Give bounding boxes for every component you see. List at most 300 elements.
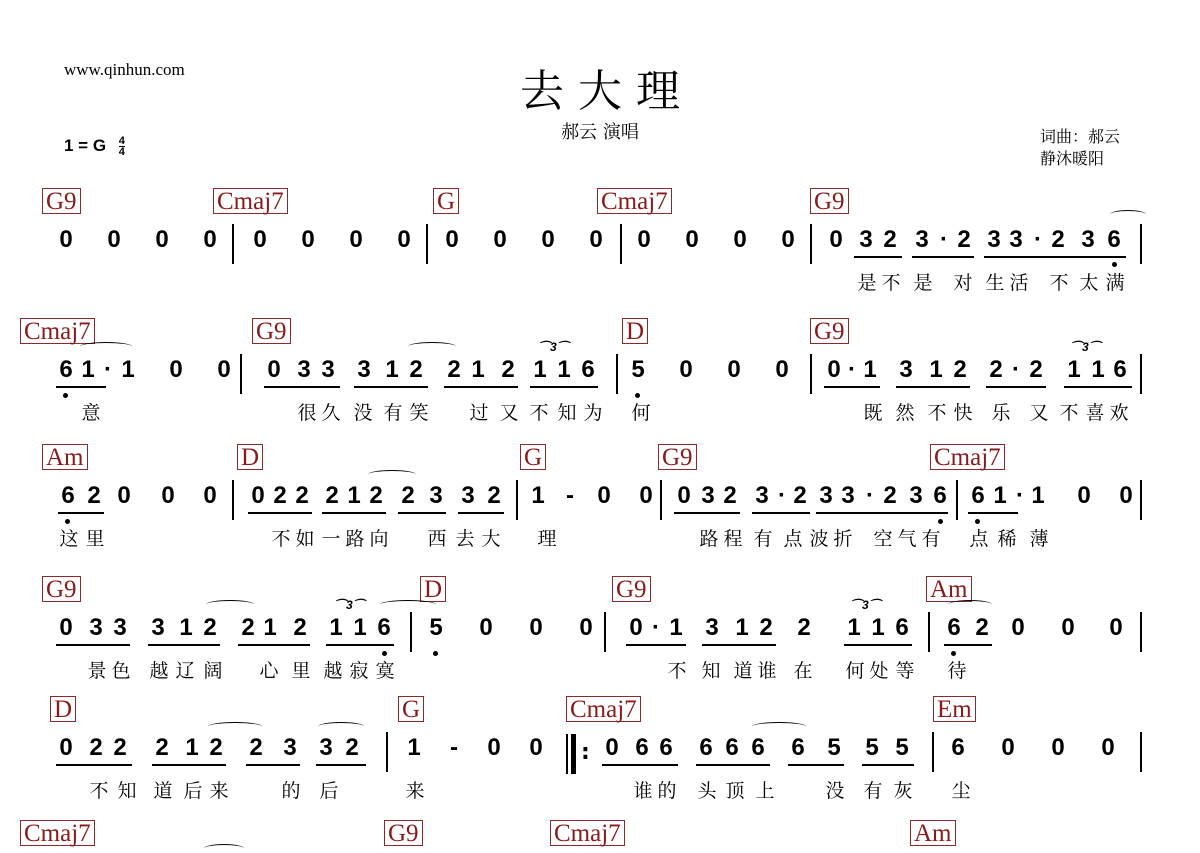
beat-underline bbox=[696, 764, 770, 766]
tie-arc bbox=[368, 470, 416, 479]
note-numeral: · bbox=[848, 356, 856, 383]
bar-line bbox=[616, 354, 618, 394]
tie-arc bbox=[408, 342, 456, 351]
beat-underline bbox=[152, 764, 226, 766]
beat-underline bbox=[238, 644, 310, 646]
lyric-char: 不 bbox=[271, 528, 291, 550]
note-numeral: 6 bbox=[581, 356, 595, 383]
bar-line bbox=[426, 224, 428, 264]
lyric-char: 满 bbox=[1105, 272, 1125, 294]
note-numeral: 2 bbox=[345, 734, 359, 761]
note-numeral: 2 bbox=[369, 482, 383, 509]
low-octave-dot bbox=[975, 519, 980, 524]
low-octave-dot bbox=[938, 519, 943, 524]
lyric-char: 空 bbox=[873, 528, 893, 550]
lyric-char: 一 bbox=[321, 528, 341, 550]
lyric-char: 既 bbox=[863, 402, 883, 424]
beat-underline bbox=[322, 512, 386, 514]
note-numeral: 0 bbox=[251, 482, 265, 509]
beat-underline bbox=[398, 512, 446, 514]
note-numeral: 0 bbox=[605, 734, 619, 761]
note-numeral: 0 bbox=[541, 226, 555, 253]
note-numeral: 6 bbox=[933, 482, 947, 509]
note-numeral: 1 bbox=[81, 356, 95, 383]
note-numeral: 3 bbox=[283, 734, 297, 761]
note-numeral: 0 bbox=[1001, 734, 1015, 761]
lyric-char: 知 bbox=[701, 660, 721, 682]
note-numeral: 3 bbox=[113, 614, 127, 641]
chord-symbol: G bbox=[398, 696, 424, 722]
tie-arc bbox=[948, 600, 992, 609]
bar-line bbox=[660, 480, 662, 520]
lyric-char: 过 bbox=[469, 402, 489, 424]
note-numeral: 0 bbox=[579, 614, 593, 641]
lyric-char: 阔 bbox=[203, 660, 223, 682]
note-numeral: 6 bbox=[947, 614, 961, 641]
beat-underline bbox=[530, 386, 598, 388]
chord-symbol: G9 bbox=[810, 188, 849, 214]
note-numeral: 6 bbox=[59, 356, 73, 383]
note-numeral: 1 bbox=[353, 614, 367, 641]
note-numeral: 6 bbox=[377, 614, 391, 641]
note-numeral: 0 bbox=[775, 356, 789, 383]
note-numeral: 0 bbox=[685, 226, 699, 253]
note-numeral: 0 bbox=[59, 226, 73, 253]
note-numeral: 6 bbox=[751, 734, 765, 761]
lyric-char: 稀 bbox=[997, 528, 1017, 550]
lyric-char: 是 bbox=[857, 272, 877, 294]
bar-line bbox=[386, 732, 388, 772]
bar-line bbox=[604, 612, 606, 652]
chord-symbol: D bbox=[420, 576, 446, 602]
key-label: 1 = G bbox=[64, 136, 107, 155]
chord-symbol: Em bbox=[933, 696, 976, 722]
note-numeral: 1 bbox=[735, 614, 749, 641]
chord-symbol: G9 bbox=[42, 576, 81, 602]
chord-symbol: G9 bbox=[384, 820, 423, 846]
note-numeral: 3 bbox=[705, 614, 719, 641]
tie-arc bbox=[208, 722, 262, 731]
note-numeral: 0 bbox=[1119, 482, 1133, 509]
tie-arc bbox=[318, 722, 364, 731]
beat-underline bbox=[248, 512, 312, 514]
beat-underline bbox=[1064, 386, 1132, 388]
lyric-char: 不 bbox=[1059, 402, 1079, 424]
note-numeral: 0 bbox=[629, 614, 643, 641]
note-numeral: 1 bbox=[185, 734, 199, 761]
note-numeral: 6 bbox=[635, 734, 649, 761]
note-numeral: 2 bbox=[989, 356, 1003, 383]
note-numeral: 2 bbox=[89, 734, 103, 761]
chord-symbol: Cmaj7 bbox=[930, 444, 1005, 470]
lyric-char: 里 bbox=[85, 528, 105, 550]
note-numeral: 2 bbox=[957, 226, 971, 253]
note-numeral: 0 bbox=[1077, 482, 1091, 509]
lyric-char: 是 bbox=[913, 272, 933, 294]
lyric-char: 然 bbox=[895, 402, 915, 424]
note-numeral: 2 bbox=[759, 614, 773, 641]
note-numeral: 2 bbox=[975, 614, 989, 641]
low-octave-dot bbox=[63, 393, 68, 398]
note-numeral: 2 bbox=[295, 482, 309, 509]
note-numeral: 0 bbox=[301, 226, 315, 253]
note-numeral: 3 bbox=[1081, 226, 1095, 253]
low-octave-dot bbox=[382, 651, 387, 656]
note-numeral: · bbox=[778, 482, 786, 509]
credit-arranger: 静沐暖阳 bbox=[1040, 149, 1105, 168]
lyric-char: 不 bbox=[881, 272, 901, 294]
note-numeral: 1 bbox=[347, 482, 361, 509]
lyric-char: 道 bbox=[153, 780, 173, 802]
note-numeral: 1 bbox=[847, 614, 861, 641]
note-numeral: 1 bbox=[385, 356, 399, 383]
lyric-char: 没 bbox=[825, 780, 845, 802]
lyric-char: 寞 bbox=[375, 660, 395, 682]
beat-underline bbox=[986, 386, 1046, 388]
note-numeral: 2 bbox=[1051, 226, 1065, 253]
note-numeral: · bbox=[940, 226, 948, 253]
note-numeral: 3 bbox=[819, 482, 833, 509]
chord-symbol: Cmaj7 bbox=[550, 820, 625, 846]
lyric-char: 不 bbox=[667, 660, 687, 682]
bar-line bbox=[620, 224, 622, 264]
repeat-sign-thick bbox=[571, 734, 576, 774]
lyric-char: 景 bbox=[87, 660, 107, 682]
note-numeral: 1 bbox=[263, 614, 277, 641]
note-numeral: 0 bbox=[203, 226, 217, 253]
note-numeral: 0 bbox=[827, 356, 841, 383]
beat-underline bbox=[56, 764, 132, 766]
time-signature bbox=[119, 136, 125, 157]
lyric-char: 波 bbox=[809, 528, 829, 550]
lyric-char: 何 bbox=[631, 402, 651, 424]
lyric-char: 路 bbox=[699, 528, 719, 550]
note-numeral: 2 bbox=[87, 482, 101, 509]
triplet-mark: ⌒3⌒ bbox=[850, 598, 881, 612]
tie-arc bbox=[380, 600, 436, 609]
lyric-char: 等 bbox=[895, 660, 915, 682]
chord-symbol: G bbox=[433, 188, 459, 214]
bar-line bbox=[1140, 612, 1142, 652]
beat-underline bbox=[854, 256, 902, 258]
lyric-char: 尘 bbox=[951, 780, 971, 802]
repeat-sign bbox=[566, 734, 568, 774]
note-numeral: 0 bbox=[397, 226, 411, 253]
lyric-char: 活 bbox=[1009, 272, 1029, 294]
lyric-char: 不 bbox=[927, 402, 947, 424]
note-numeral: · bbox=[1016, 482, 1024, 509]
lyric-char: 点 bbox=[969, 528, 989, 550]
note-numeral: 6 bbox=[1113, 356, 1127, 383]
chord-symbol: Cmaj7 bbox=[20, 820, 95, 846]
lyric-char: 道 bbox=[733, 660, 753, 682]
note-numeral: 6 bbox=[725, 734, 739, 761]
lyric-char: 又 bbox=[1029, 402, 1049, 424]
bar-line bbox=[1140, 480, 1142, 520]
chord-symbol: G9 bbox=[42, 188, 81, 214]
note-numeral: 0 bbox=[59, 734, 73, 761]
key-signature bbox=[64, 136, 125, 157]
note-numeral: 0 bbox=[155, 226, 169, 253]
repeat-dots: : bbox=[581, 740, 590, 765]
note-numeral: 5 bbox=[865, 734, 879, 761]
note-numeral: 2 bbox=[155, 734, 169, 761]
note-numeral: 2 bbox=[1029, 356, 1043, 383]
note-numeral: 2 bbox=[409, 356, 423, 383]
note-numeral: 5 bbox=[895, 734, 909, 761]
beat-underline bbox=[148, 644, 220, 646]
lyric-char: 来 bbox=[209, 780, 229, 802]
note-numeral: 3 bbox=[319, 734, 333, 761]
note-numeral: 2 bbox=[487, 482, 501, 509]
low-octave-dot bbox=[1112, 262, 1117, 267]
lyric-char: 欢 bbox=[1109, 402, 1129, 424]
credit-lyricist-composer: 词曲：郝云 bbox=[1040, 127, 1121, 146]
beat-underline bbox=[824, 386, 880, 388]
lyric-char: 不 bbox=[529, 402, 549, 424]
chord-symbol: D bbox=[622, 318, 648, 344]
bar-line bbox=[928, 612, 930, 652]
low-octave-dot bbox=[65, 519, 70, 524]
note-numeral: 2 bbox=[953, 356, 967, 383]
chord-symbol: D bbox=[237, 444, 263, 470]
beat-underline bbox=[1046, 256, 1126, 258]
beat-underline bbox=[354, 386, 428, 388]
beat-underline bbox=[458, 512, 504, 514]
triplet-mark: ⌒3⌒ bbox=[538, 340, 569, 354]
note-numeral: 1 bbox=[329, 614, 343, 641]
note-numeral: 3 bbox=[297, 356, 311, 383]
beat-underline bbox=[602, 764, 678, 766]
lyric-char: 越 bbox=[323, 660, 343, 682]
singer-line: 郝云 演唱 bbox=[561, 122, 639, 143]
note-numeral: 3 bbox=[909, 482, 923, 509]
lyric-char: 很 bbox=[297, 402, 317, 424]
note-numeral: 2 bbox=[273, 482, 287, 509]
lyric-char: 程 bbox=[723, 528, 743, 550]
note-numeral: · bbox=[104, 356, 112, 383]
note-numeral: 2 bbox=[241, 614, 255, 641]
chord-symbol: Cmaj7 bbox=[20, 318, 95, 344]
bar-line bbox=[810, 224, 812, 264]
note-numeral: 3 bbox=[755, 482, 769, 509]
note-numeral: 0 bbox=[1101, 734, 1115, 761]
lyric-char: 喜 bbox=[1085, 402, 1105, 424]
beat-underline bbox=[316, 764, 366, 766]
note-numeral: 5 bbox=[827, 734, 841, 761]
note-numeral: 0 bbox=[733, 226, 747, 253]
lyric-char: 头 bbox=[697, 780, 717, 802]
lyric-char: 西 bbox=[427, 528, 447, 550]
lyric-char: 的 bbox=[657, 780, 677, 802]
note-numeral: 0 bbox=[479, 614, 493, 641]
lyric-char: 何 bbox=[845, 660, 865, 682]
beat-underline bbox=[896, 386, 970, 388]
chord-symbol: Am bbox=[926, 576, 972, 602]
note-numeral: 2 bbox=[883, 482, 897, 509]
song-title: 去大理 bbox=[520, 66, 694, 117]
note-numeral: 0 bbox=[117, 482, 131, 509]
note-numeral: - bbox=[450, 734, 458, 761]
note-numeral: 1 bbox=[179, 614, 193, 641]
triplet-mark: ⌒3⌒ bbox=[1070, 340, 1101, 354]
chord-symbol: Cmaj7 bbox=[597, 188, 672, 214]
note-numeral: 0 bbox=[781, 226, 795, 253]
beat-underline bbox=[674, 512, 740, 514]
note-numeral: 1 bbox=[1031, 482, 1045, 509]
note-numeral: 0 bbox=[107, 226, 121, 253]
note-numeral: 3 bbox=[987, 226, 1001, 253]
note-numeral: 0 bbox=[493, 226, 507, 253]
lyric-char: 意 bbox=[81, 402, 101, 424]
bar-line bbox=[240, 354, 242, 394]
note-numeral: 0 bbox=[639, 482, 653, 509]
note-numeral: 3 bbox=[841, 482, 855, 509]
note-numeral: 0 bbox=[677, 482, 691, 509]
bar-line bbox=[410, 612, 412, 652]
note-numeral: 5 bbox=[631, 356, 645, 383]
tie-arc bbox=[204, 844, 244, 853]
lyric-char: 谁 bbox=[757, 660, 777, 682]
note-numeral: 3 bbox=[899, 356, 913, 383]
lyric-char: 点 bbox=[783, 528, 803, 550]
lyric-char: 顶 bbox=[725, 780, 745, 802]
note-numeral: 6 bbox=[951, 734, 965, 761]
note-numeral: 0 bbox=[529, 734, 543, 761]
note-numeral: 2 bbox=[501, 356, 515, 383]
lyric-char: 去 bbox=[455, 528, 475, 550]
note-numeral: 1 bbox=[871, 614, 885, 641]
lyric-char: 知 bbox=[557, 402, 577, 424]
note-numeral: 6 bbox=[971, 482, 985, 509]
bar-line bbox=[1140, 732, 1142, 772]
beat-underline bbox=[264, 386, 340, 388]
lyric-char: 路 bbox=[345, 528, 365, 550]
lyric-char: 没 bbox=[353, 402, 373, 424]
note-numeral: 3 bbox=[701, 482, 715, 509]
lyric-char: 来 bbox=[405, 780, 425, 802]
note-numeral: 0 bbox=[161, 482, 175, 509]
lyric-char: 气 bbox=[897, 528, 917, 550]
tie-arc bbox=[206, 600, 254, 609]
bar-line bbox=[1140, 224, 1142, 264]
tie-arc bbox=[1110, 210, 1146, 219]
note-numeral: 1 bbox=[121, 356, 135, 383]
note-numeral: 6 bbox=[61, 482, 75, 509]
note-numeral: 6 bbox=[791, 734, 805, 761]
beat-underline bbox=[58, 512, 104, 514]
lyric-char: 后 bbox=[183, 780, 203, 802]
chord-symbol: G bbox=[520, 444, 546, 470]
beat-underline bbox=[862, 764, 914, 766]
lyric-char: 向 bbox=[369, 528, 389, 550]
note-numeral: 1 bbox=[993, 482, 1007, 509]
lyric-char: 待 bbox=[947, 660, 967, 682]
lyric-char: 久 bbox=[321, 402, 341, 424]
note-numeral: 2 bbox=[325, 482, 339, 509]
lyric-char: 色 bbox=[111, 660, 131, 682]
note-numeral: 2 bbox=[883, 226, 897, 253]
low-octave-dot bbox=[951, 651, 956, 656]
bar-line bbox=[956, 480, 958, 520]
lyric-char: 不 bbox=[89, 780, 109, 802]
lyric-char: 不 bbox=[1049, 272, 1069, 294]
note-numeral: 2 bbox=[723, 482, 737, 509]
chord-symbol: D bbox=[50, 696, 76, 722]
note-numeral: 2 bbox=[209, 734, 223, 761]
lyric-char: 有 bbox=[753, 528, 773, 550]
low-octave-dot bbox=[433, 651, 438, 656]
lyric-char: 乐 bbox=[991, 402, 1011, 424]
note-numeral: 3 bbox=[915, 226, 929, 253]
beat-underline bbox=[326, 644, 394, 646]
lyric-char: 有 bbox=[921, 528, 941, 550]
note-numeral: 3 bbox=[321, 356, 335, 383]
note-numeral: 1 bbox=[1091, 356, 1105, 383]
note-numeral: · bbox=[1012, 356, 1020, 383]
bar-line bbox=[516, 480, 518, 520]
bar-line bbox=[232, 480, 234, 520]
note-numeral: 3 bbox=[859, 226, 873, 253]
note-numeral: 0 bbox=[829, 226, 843, 253]
lyric-char: 笑 bbox=[409, 402, 429, 424]
beat-underline bbox=[912, 256, 974, 258]
bar-line bbox=[232, 224, 234, 264]
chord-symbol: Am bbox=[910, 820, 956, 846]
bar-line bbox=[810, 354, 812, 394]
lyric-char: 有 bbox=[863, 780, 883, 802]
lyric-char: 上 bbox=[755, 780, 775, 802]
note-numeral: 1 bbox=[929, 356, 943, 383]
note-numeral: 6 bbox=[699, 734, 713, 761]
beat-underline bbox=[844, 644, 912, 646]
lyric-char: 对 bbox=[953, 272, 973, 294]
note-numeral: 0 bbox=[349, 226, 363, 253]
note-numeral: 1 bbox=[533, 356, 547, 383]
note-numeral: 1 bbox=[407, 734, 421, 761]
beat-underline bbox=[626, 644, 686, 646]
note-numeral: 0 bbox=[727, 356, 741, 383]
beat-underline bbox=[788, 764, 844, 766]
lyric-char: 越 bbox=[149, 660, 169, 682]
lyric-char: 太 bbox=[1079, 272, 1099, 294]
note-numeral: 0 bbox=[589, 226, 603, 253]
lyric-char: 薄 bbox=[1029, 528, 1049, 550]
note-numeral: 2 bbox=[113, 734, 127, 761]
note-numeral: 0 bbox=[169, 356, 183, 383]
chord-symbol: G9 bbox=[658, 444, 697, 470]
beat-underline bbox=[968, 512, 1018, 514]
chord-symbol: Cmaj7 bbox=[566, 696, 641, 722]
note-numeral: 0 bbox=[1061, 614, 1075, 641]
lyric-char: 为 bbox=[583, 402, 603, 424]
beat-underline bbox=[56, 386, 106, 388]
note-numeral: 6 bbox=[1107, 226, 1121, 253]
time-sig-top: 4 bbox=[118, 135, 125, 148]
note-numeral: 6 bbox=[659, 734, 673, 761]
note-numeral: 0 bbox=[1051, 734, 1065, 761]
note-numeral: 1 bbox=[531, 482, 545, 509]
note-numeral: 5 bbox=[429, 614, 443, 641]
lyric-char: 谁 bbox=[633, 780, 653, 802]
note-numeral: 1 bbox=[669, 614, 683, 641]
lyric-char: 辽 bbox=[175, 660, 195, 682]
lyric-char: 心 bbox=[259, 660, 279, 682]
lyric-char: 的 bbox=[281, 780, 301, 802]
note-numeral: 1 bbox=[471, 356, 485, 383]
note-numeral: 0 bbox=[253, 226, 267, 253]
note-numeral: 0 bbox=[445, 226, 459, 253]
